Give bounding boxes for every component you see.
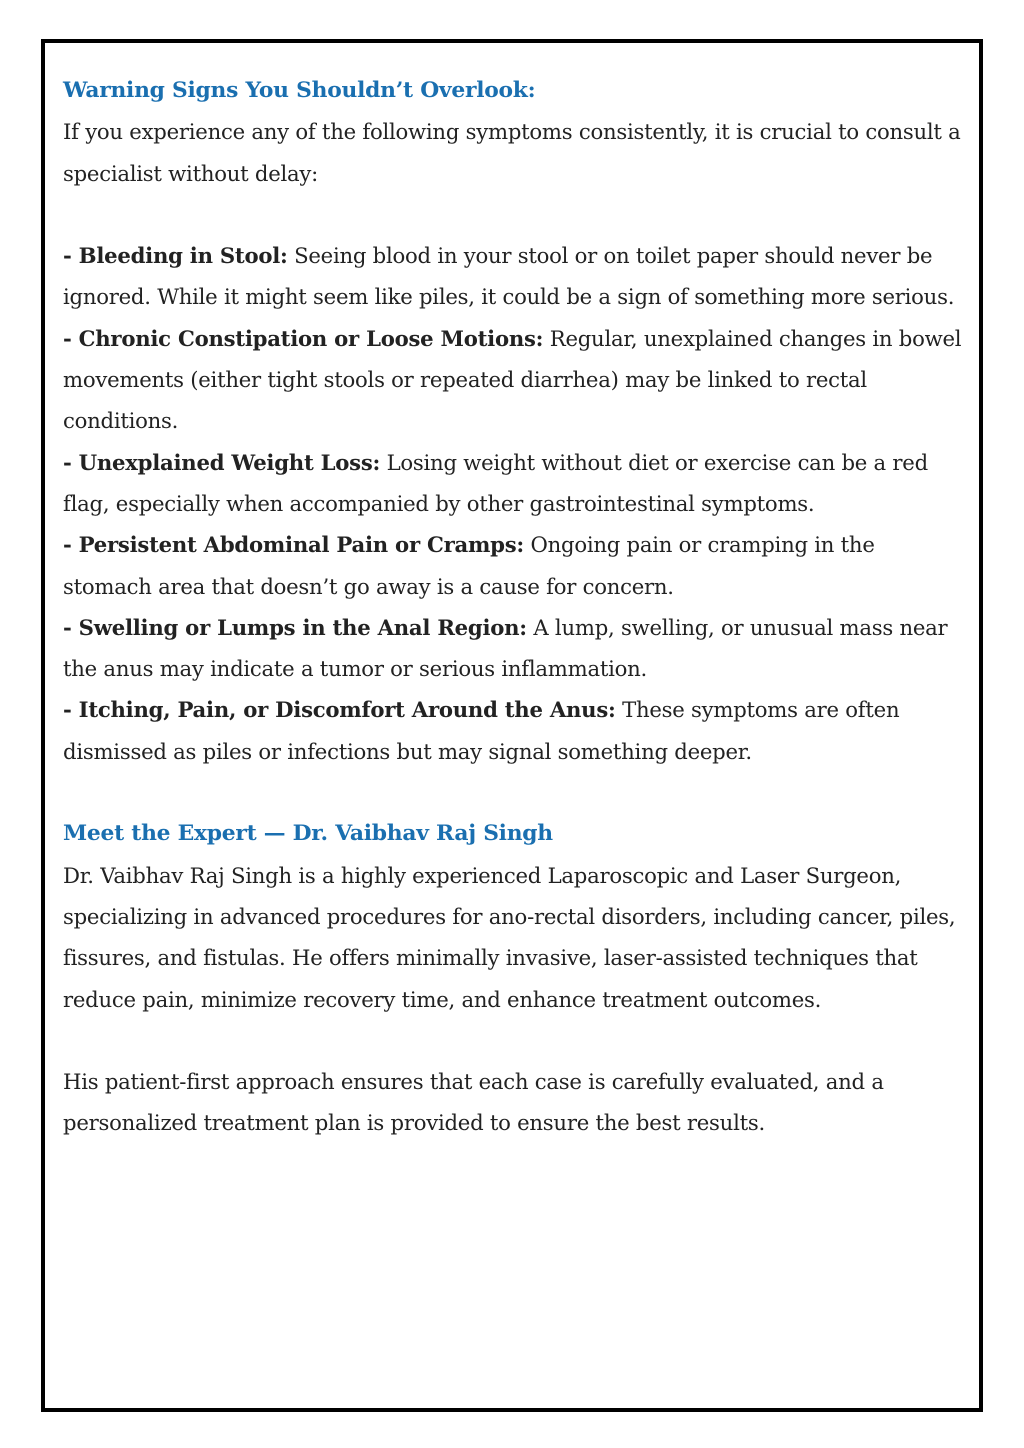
expert-bio: Dr. Vaibhav Raj Singh is a highly experienced Laparoscopic and Laser Surgeon, specializing in advanced procedures for ano-rectal disorders, including cancer, piles, fissures, and fistulas. He offers minimally invasive, laser-assisted techniques that reduce pain, minimize recovery time, and enhance treatment outcomes. [63,862,956,1012]
expert-heading: Meet the Expert — Dr. Vaibhav Raj Singh [63,821,553,847]
warning-intro: If you experience any of the following symptoms consistently, it is crucial to consult a specialist without delay: [63,119,961,186]
expert-approach: His patient-first approach ensures that each case is carefully evaluated, and a personalized treatment plan is provided to ensure the best results. [63,1069,884,1136]
symptom-label: - Swelling or Lumps in the Anal Region: [63,614,527,640]
page-frame [41,39,983,1412]
symptom-item-abdominal-pain [63,524,963,607]
document-content [63,70,963,1144]
symptom-text: Regular, unexplained changes in bowel movements (either tight stools or repeated diarrhea) may be linked to rectal conditions. [63,325,962,434]
symptom-text: A lump, swelling, or unusual mass near the anus may indicate a tumor or serious inflammation. [63,614,948,682]
paragraph-gap [63,194,963,235]
paragraph-gap [63,772,963,813]
symptom-text: Ongoing pain or cramping in the stomach area that doesn’t go away is a cause for concern. [63,532,875,599]
symptom-item-constipation [63,318,963,442]
symptom-label: - Bleeding in Stool: [63,243,288,269]
symptom-label: - Itching, Pain, or Discomfort Around the Anus: [63,697,616,723]
symptom-label: - Unexplained Weight Loss: [63,449,381,475]
symptom-list [63,235,963,772]
warning-signs-heading: Warning Signs You Shouldn’t Overlook: [63,78,536,103]
symptom-text: These symptoms are often dismissed as piles or infections but may signal something deeper. [63,697,900,764]
symptom-item-itching [63,689,963,772]
symptom-text: Seeing blood in your stool or on toilet paper should never be ignored. While it might seem like piles, it could be a sign of something more serious. [63,243,955,310]
symptom-label: - Persistent Abdominal Pain or Cramps: [63,532,524,558]
symptom-item-swelling [63,607,963,690]
paragraph-gap [63,1020,963,1061]
symptom-item-bleeding [63,235,963,318]
symptom-item-weight-loss [63,442,963,525]
symptom-label: - Chronic Constipation or Loose Motions: [63,325,544,351]
symptom-text: Losing weight without diet or exercise can be a red flag, especially when accompanied by other gastrointestinal symptoms. [63,449,928,516]
